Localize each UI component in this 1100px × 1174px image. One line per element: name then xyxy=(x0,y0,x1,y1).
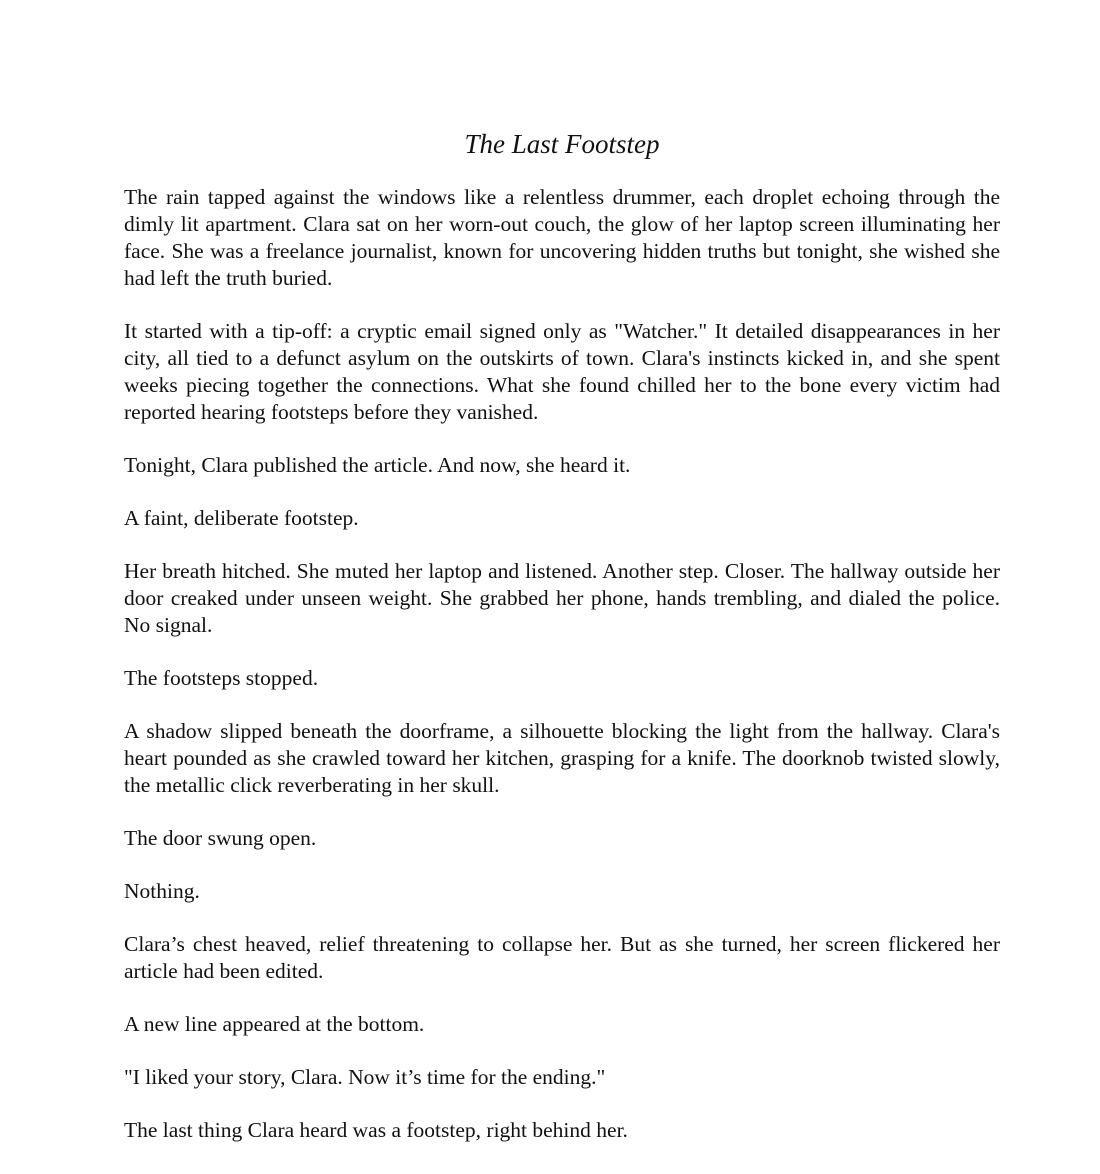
paragraph-5: Her breath hitched. She muted her laptop and listened. Another step. Closer. The hallway outside her door creaked under unseen weight. She grabbed her phone, hands trembling, and dialed the police. No signal. xyxy=(124,559,1000,637)
document-page xyxy=(124,126,1000,1170)
paragraph-3: Tonight, Clara published the article. And now, she heard it. xyxy=(124,453,631,477)
paragraph-12: "I liked your story, Clara. Now it’s time for the ending." xyxy=(124,1065,606,1089)
paragraph-9: Nothing. xyxy=(124,879,200,903)
paragraph-1: The rain tapped against the windows like a relentless drummer, each droplet echoing through the dimly lit apartment. Clara sat on her worn-out couch, the glow of her laptop screen illuminating her face. She was a freelance journalist, known for uncovering hidden truths but tonight, she wished she had left the truth buried. xyxy=(124,185,1000,290)
document-title: The Last Footstep xyxy=(464,129,660,159)
paragraph-10: Clara’s chest heaved, relief threatening to collapse her. But as she turned, her screen flickered her article had been edited. xyxy=(124,932,1000,983)
paragraph-11: A new line appeared at the bottom. xyxy=(124,1012,425,1036)
paragraph-2: It started with a tip-off: a cryptic email signed only as "Watcher." It detailed disappearances in her city, all tied to a defunct asylum on the outskirts of town. Clara's instincts kicked in, and she spent weeks piecing together the connections. What she found chilled her to the bone every victim had reported hearing footsteps before they vanished. xyxy=(124,319,1000,424)
paragraph-7: A shadow slipped beneath the doorframe, a silhouette blocking the light from the hallway. Clara's heart pounded as she crawled toward her kitchen, grasping for a knife. The doorknob twisted slowly, the metallic click reverberating in her skull. xyxy=(124,719,1000,797)
paragraph-13: The last thing Clara heard was a footstep, right behind her. xyxy=(124,1118,628,1142)
paragraph-4: A faint, deliberate footstep. xyxy=(124,506,359,530)
paragraph-8: The door swung open. xyxy=(124,826,317,850)
paragraph-6: The footsteps stopped. xyxy=(124,666,319,690)
